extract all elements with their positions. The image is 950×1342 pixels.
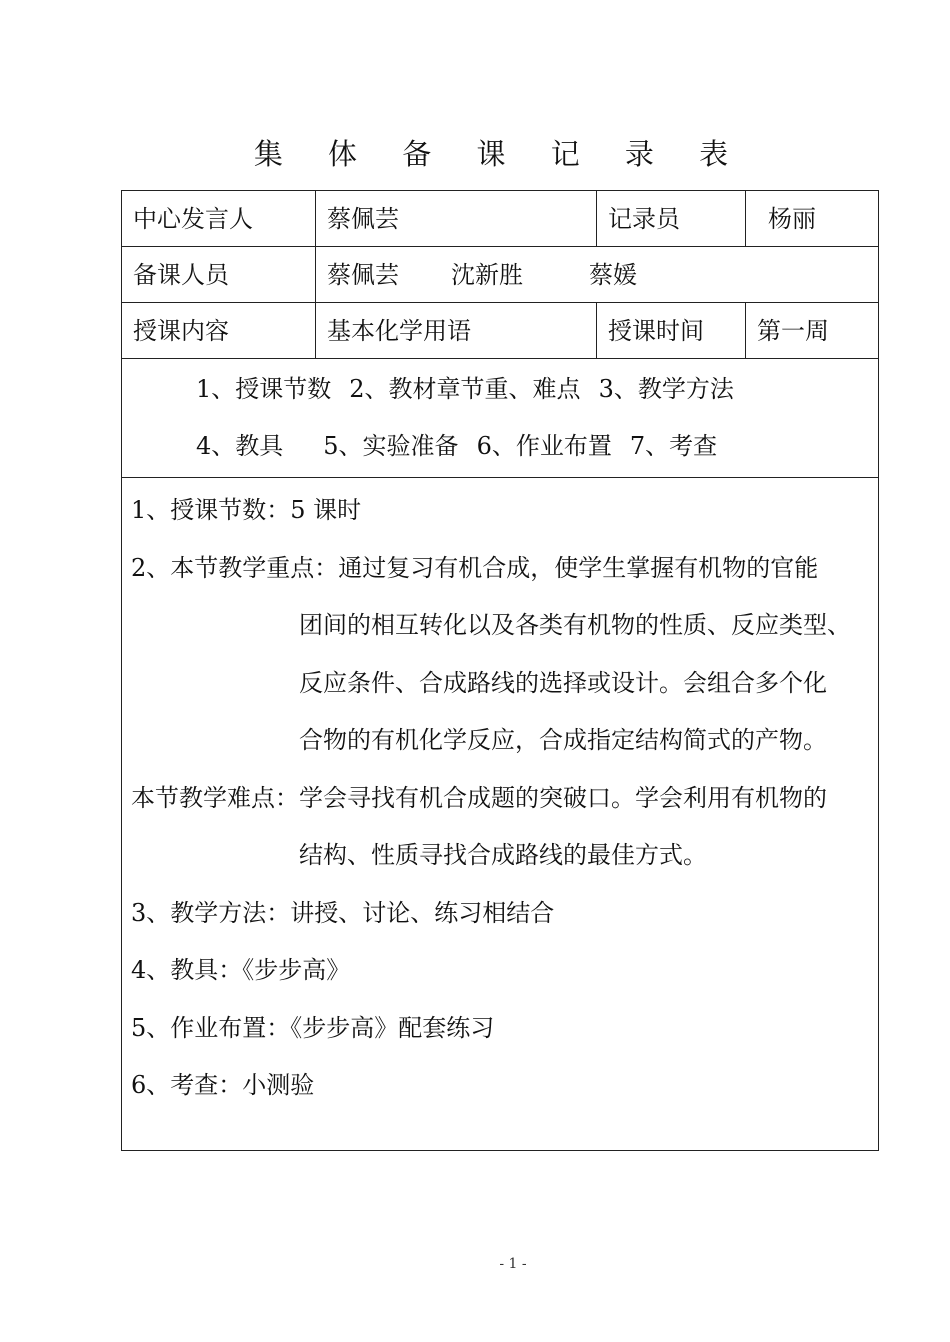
lesson-hours: 1、授课节数：5 课时	[131, 496, 362, 524]
assessment: 6、考查：小测验	[131, 1071, 315, 1099]
table-row	[122, 303, 879, 359]
lesson-details-cell	[122, 478, 879, 1151]
agenda-line	[122, 361, 878, 418]
key-points-continued: 反应条件、合成路线的选择或设计。会组合多个化	[299, 668, 827, 697]
agenda-item: 2、教材章节重、难点	[349, 375, 581, 403]
teaching-aids: 4、教具：《步步高》	[131, 956, 351, 984]
key-points-lead: 2、本节教学重点：通过复习有机合成，使学生掌握有机物的官能	[131, 553, 819, 582]
speaker-label: 中心发言人	[122, 191, 316, 247]
table-row	[122, 191, 879, 247]
agenda-item: 4、教具	[196, 432, 284, 460]
agenda-item: 5、实验准备	[323, 432, 459, 460]
content-value: 基本化学用语	[316, 303, 597, 359]
time-label: 授课时间	[597, 303, 746, 359]
key-points-continued: 合物的有机化学反应，合成指定结构简式的产物。	[299, 726, 827, 754]
homework: 5、作业布置：《步步高》配套练习	[131, 1013, 495, 1042]
content-label: 授课内容	[122, 303, 316, 359]
recorder-label: 记录员	[597, 191, 746, 247]
page-title: 集 体 备 课 记 录 表	[253, 137, 747, 171]
difficulties-continued: 结构、性质寻找合成路线的最佳方式。	[299, 841, 707, 869]
record-table	[121, 190, 879, 1151]
agenda-item: 6、作业布置	[476, 432, 612, 460]
participant-name: 蔡佩芸	[327, 260, 399, 289]
difficulties-lead: 本节教学难点：学会寻找有机合成题的突破口。学会利用有机物的	[131, 783, 827, 812]
table-row	[122, 359, 879, 478]
speaker-value: 蔡佩芸	[316, 191, 597, 247]
recorder-name: 杨丽	[768, 204, 816, 233]
agenda-line	[122, 418, 878, 475]
table-row	[122, 247, 879, 303]
recorder-value	[746, 191, 879, 247]
participant-name: 蔡媛	[589, 260, 637, 289]
participants-label: 备课人员	[122, 247, 316, 303]
teaching-method: 3、教学方法：讲授、讨论、练习相结合	[131, 898, 555, 927]
key-points-continued: 团间的相互转化以及各类有机物的性质、反应类型、	[299, 611, 851, 639]
agenda-item: 3、教学方法	[598, 375, 734, 403]
key-points	[131, 540, 878, 770]
page-number: - 1 -	[499, 1256, 527, 1272]
difficulties	[131, 770, 878, 885]
participants-value	[316, 247, 879, 303]
agenda-item: 7、考查	[629, 432, 718, 460]
agenda-item: 1、授课节数	[196, 375, 332, 403]
time-value: 第一周	[746, 303, 879, 359]
table-row	[122, 478, 879, 1151]
agenda-cell	[122, 359, 879, 478]
participant-name: 沈新胜	[451, 260, 523, 289]
